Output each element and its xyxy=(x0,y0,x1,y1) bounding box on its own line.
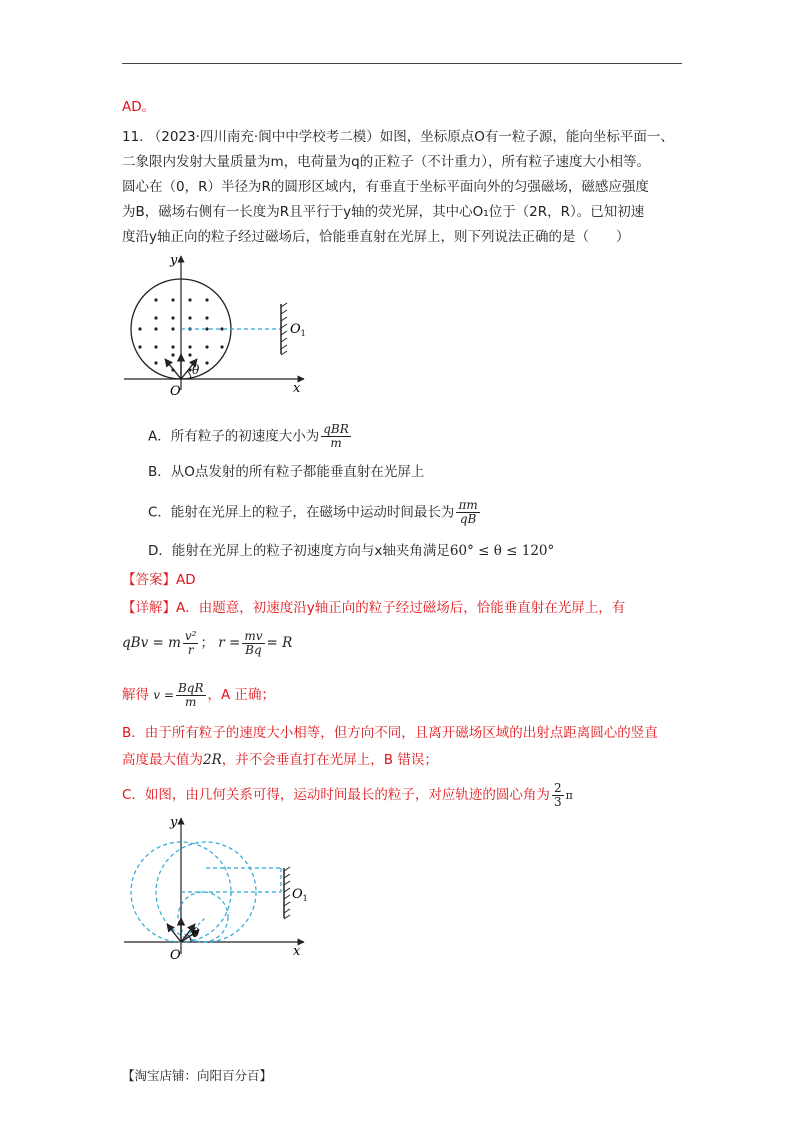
eq2-numerator: mv xyxy=(244,628,263,643)
answer-line xyxy=(122,570,196,590)
explain-line-b2 xyxy=(122,750,438,770)
option-a-fraction xyxy=(321,423,351,450)
eq1-fraction xyxy=(183,630,199,657)
question-line-5: 度沿y轴正向的粒子经过磁场后，恰能垂直射在光屏上，则下列说法正确的是（ ） xyxy=(122,229,630,245)
figure-1 xyxy=(118,250,338,400)
explain-line-b1: B．由于所有粒子的速度大小相等，但方向不同，且离开磁场区域的出射点距离圆心的竖直 xyxy=(122,725,658,741)
solve-fraction xyxy=(176,682,206,709)
explain-c-text: C．如图，由几何关系可得，运动时间最长的粒子，对应轨迹的圆心角为 xyxy=(122,787,550,803)
eq2-right: = R xyxy=(266,635,293,651)
option-c xyxy=(148,499,482,526)
answer-label: 【答案】 xyxy=(122,572,176,588)
question-line-1 xyxy=(122,127,674,147)
question-line-2: 二象限内发射大量质量为m，电荷量为q的正粒子（不计重力），所有粒子速度大小相等。 xyxy=(122,154,650,170)
option-a-text: A．所有粒子的初速度大小为 xyxy=(148,428,320,445)
screen-center-label: $O_1$ xyxy=(290,322,306,338)
option-c-text: C．能射在光屏上的粒子，在磁场中运动时间最长为 xyxy=(148,504,455,521)
question-line-3: 圆心在（0，R）半径为R的圆形区域内，有垂直于坐标平面向外的匀强磁场，磁感应强度 xyxy=(122,179,649,195)
x-axis-label: x xyxy=(293,381,301,396)
c-angle-numerator: 2 xyxy=(553,780,562,795)
question-text-1: 如图，坐标原点O有一粒子源，能向坐标平面一、 xyxy=(379,129,674,145)
option-d xyxy=(148,541,554,561)
header-rule xyxy=(122,63,682,64)
option-d-text: D．能射在光屏上的粒子初速度方向与x轴夹角满足 xyxy=(148,543,450,559)
eq1-left: qBv = m xyxy=(122,635,181,651)
eq1-separator: ； xyxy=(200,635,214,651)
solve-prefix: 解得 xyxy=(122,687,149,703)
option-d-math: 60° ≤ θ ≤ 120° xyxy=(449,543,555,559)
option-c-denominator: qB xyxy=(459,512,477,526)
angle-label: θ xyxy=(192,363,200,377)
c-angle-denominator: 3 xyxy=(553,794,562,809)
solve-numerator: BqR xyxy=(177,680,204,695)
eq2-left: r = xyxy=(218,635,241,651)
option-b: B．从O点发射的所有粒子都能垂直射在光屏上 xyxy=(148,464,425,480)
option-a-denominator: m xyxy=(330,436,342,450)
explain-line-a xyxy=(122,598,625,618)
figure-2 xyxy=(118,812,338,972)
angle-label-2: θ xyxy=(192,926,200,940)
screen-hatching-2 xyxy=(284,867,290,919)
c-angle-fraction xyxy=(552,782,564,809)
option-c-numerator: πm xyxy=(458,498,478,512)
option-a xyxy=(148,423,353,450)
option-a-numerator: qBR xyxy=(323,422,349,436)
question-line-4: 为B，磁场右侧有一长度为R且平行于y轴的荧光屏，其中心O₁位于（2R，R）。已知初速 xyxy=(122,204,645,220)
solve-denominator: m xyxy=(185,694,197,709)
explain-label: 【详解】 xyxy=(122,600,176,616)
screen-hatching xyxy=(281,303,287,355)
footer: 【淘宝店铺：向阳百分百】 xyxy=(122,1068,273,1083)
y-axis-label-2: y xyxy=(170,815,178,830)
b-line2-math: 2R xyxy=(203,752,222,768)
x-axis-label-2: x xyxy=(293,944,301,959)
origin-label: O xyxy=(170,384,181,399)
explain-a-text: A．由题意，初速度沿y轴正向的粒子经过磁场后，恰能垂直射在光屏上，有 xyxy=(176,600,626,616)
solve-left: v = xyxy=(153,688,174,702)
option-c-fraction xyxy=(456,499,479,526)
equations-line xyxy=(122,628,292,658)
question-source: （2023·四川南充·阆中中学校考二模） xyxy=(147,129,380,145)
b-line2-post: ，并不会垂直打在光屏上，B 错误； xyxy=(221,752,438,768)
previous-answer: AD。 xyxy=(122,99,156,115)
eq1-denominator: r xyxy=(187,642,194,657)
screen-center-label-2: $O_1$ xyxy=(292,887,308,903)
solve-suffix: ，A 正确； xyxy=(207,687,276,703)
eq2-fraction xyxy=(242,630,264,657)
question-number: 11. xyxy=(122,129,144,145)
origin-label-2: O xyxy=(170,948,181,963)
eq1-numerator: v² xyxy=(184,628,197,643)
answer-value: AD xyxy=(176,572,196,588)
eq2-denominator: Bq xyxy=(245,642,262,657)
small-trajectory-circle xyxy=(178,892,228,942)
y-axis-label: y xyxy=(170,253,178,268)
b-line2-pre: 高度最大值为 xyxy=(122,752,203,768)
c-angle-pi: π xyxy=(565,789,573,802)
explain-line-c xyxy=(122,780,573,811)
solve-line xyxy=(122,680,275,710)
